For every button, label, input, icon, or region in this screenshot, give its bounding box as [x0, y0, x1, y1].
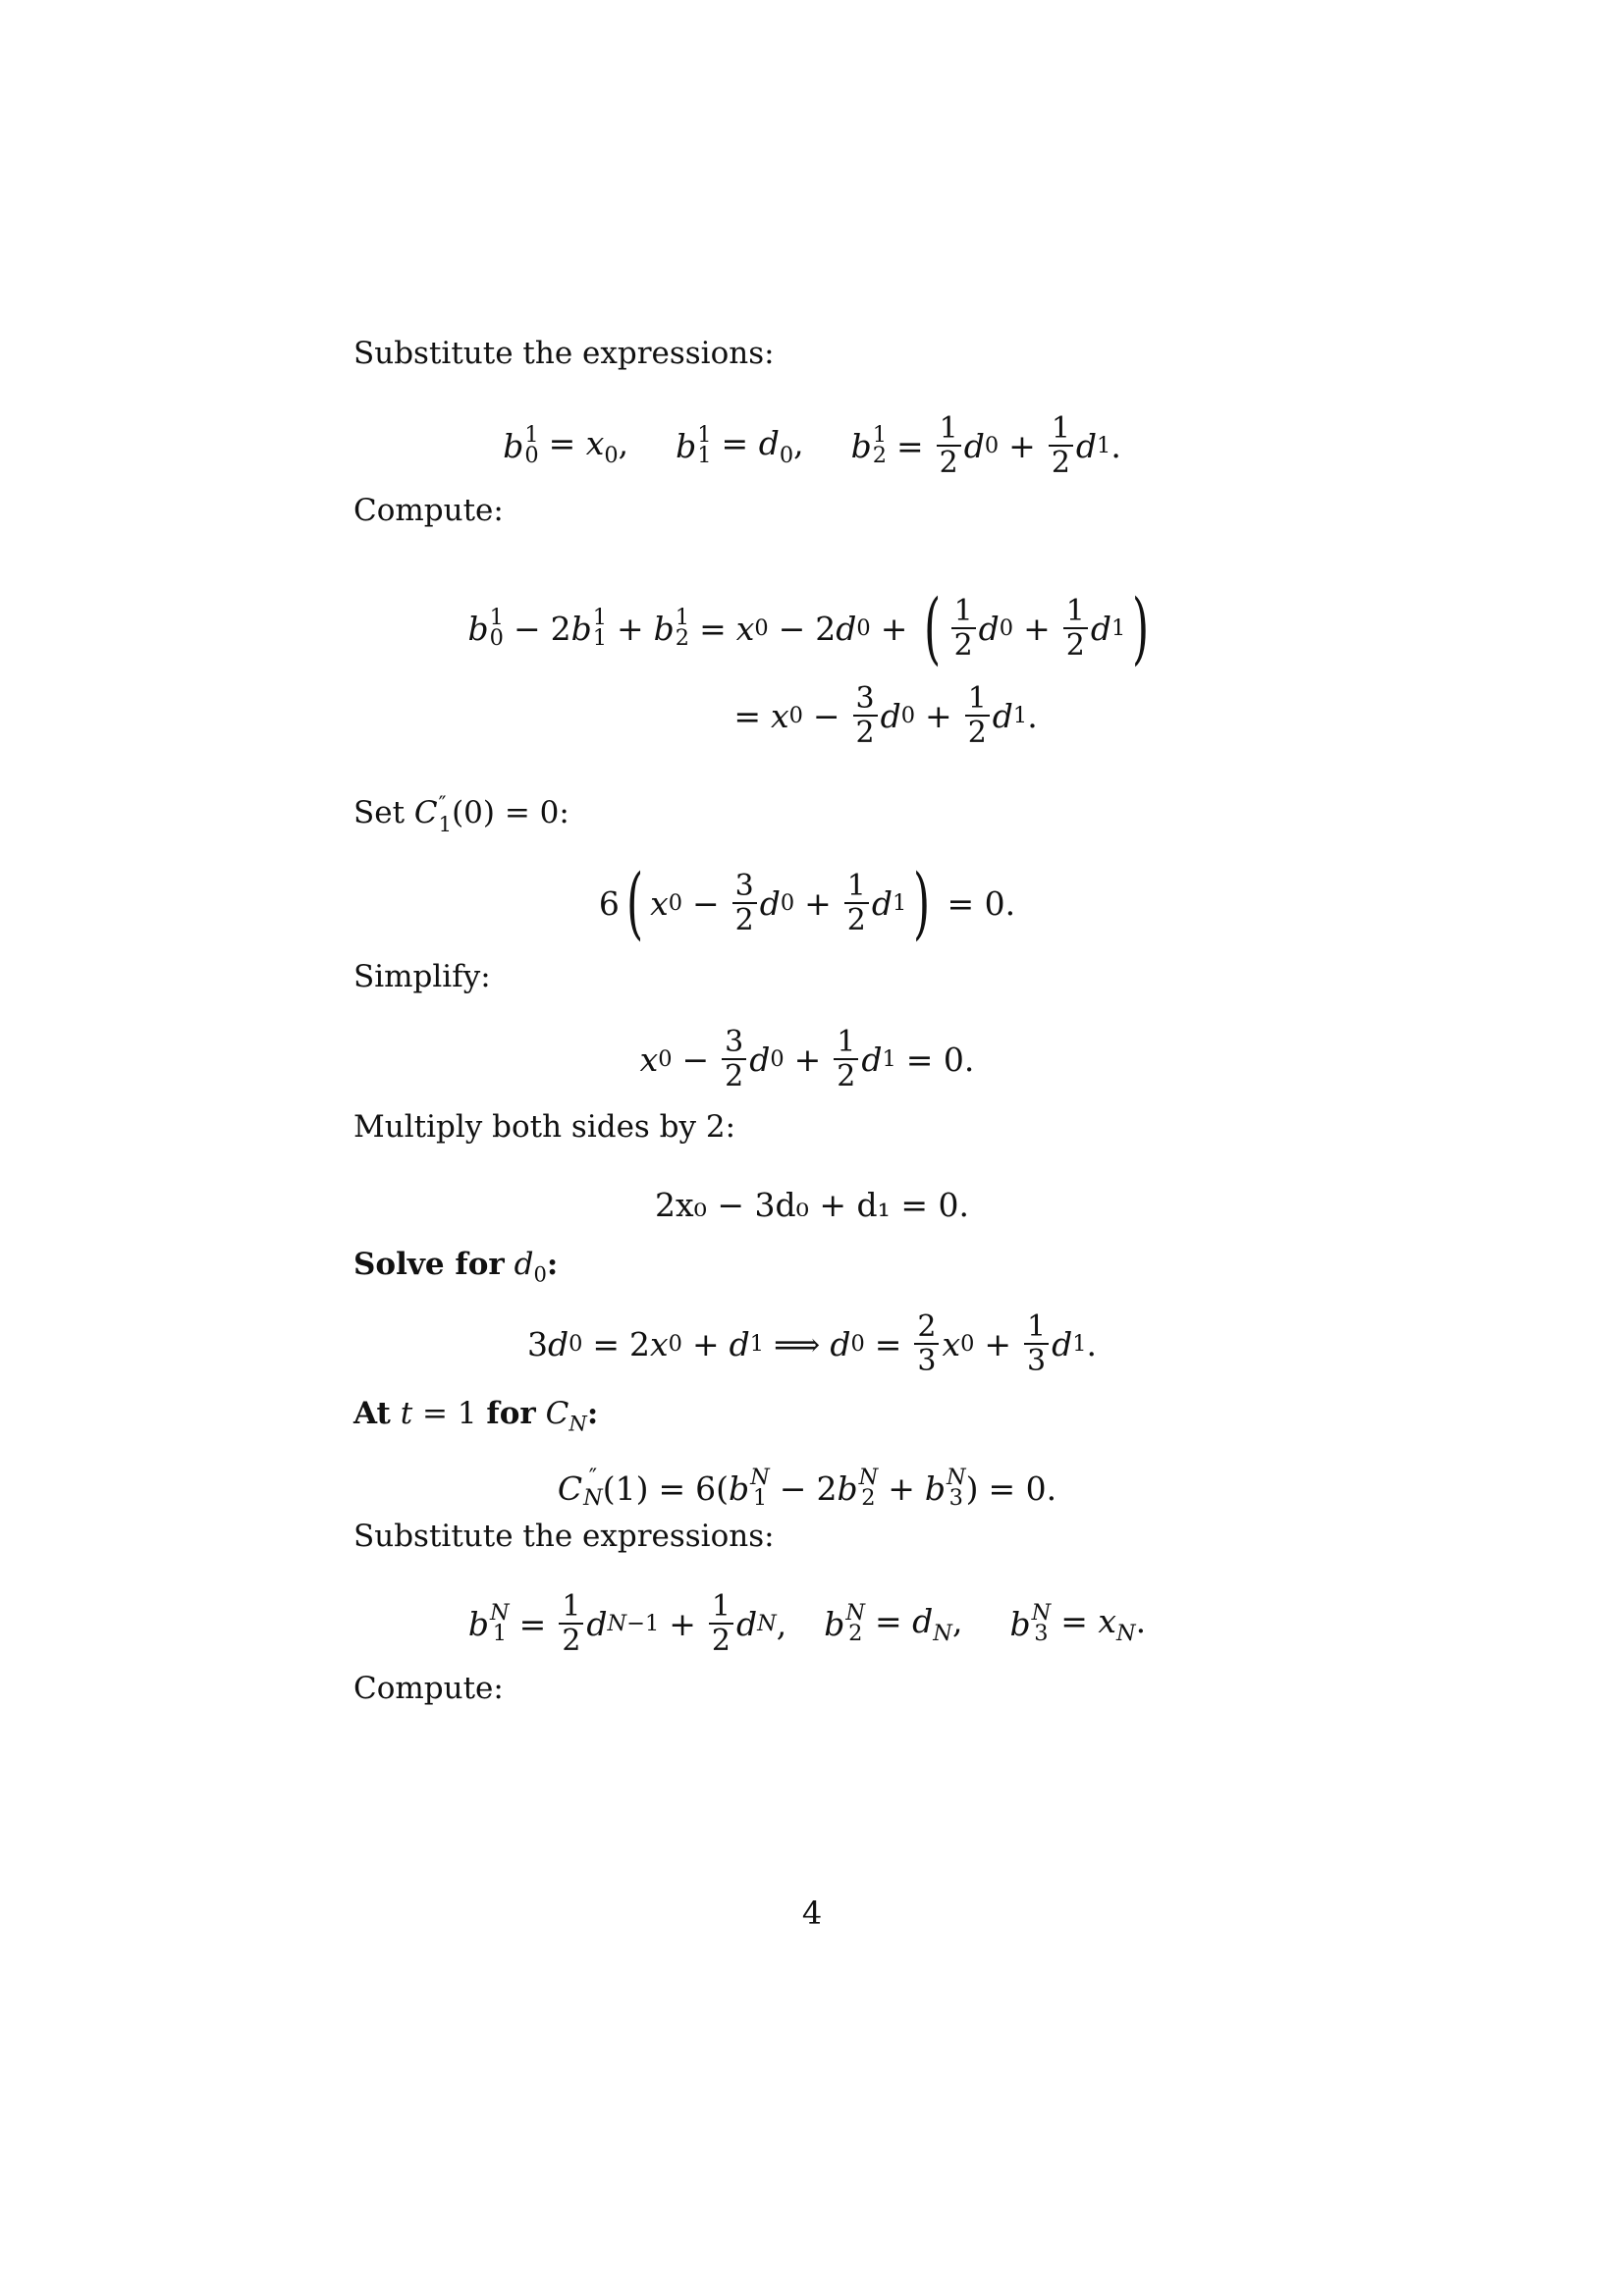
- text-solve-for: Solve for $d_0$:: [353, 1247, 559, 1287]
- equation-simplified: x 0 − $\frac{3}{2}$ d 0 + $\frac{1}{2}$ d 1 = 0.: [639, 1025, 975, 1094]
- text-at-end: At t = 1 for $C_N$:: [353, 1396, 599, 1436]
- equation-bezier-points-end: b N 1 = $\frac{1}{2}$ d N−1 + $\frac{1}{2}$ d N , b N 2 = $d_N$, b N 3 = $x_N$.: [467, 1589, 1147, 1658]
- page-number: 4: [801, 1895, 823, 1932]
- equation-second-difference-line1: b 1 0 − 2 b 1 1 + b 1 2 = x 0 − 2 d 0 + ( $\frac{1}{2}$ d 0 + $\frac{1}{2}$ d 1 ): [467, 582, 1150, 673]
- text-substitute-1: Substitute the expressions:: [353, 336, 775, 371]
- equation-multiplied: 2x₀ − 3d₀ + d₁ = 0.: [655, 1186, 969, 1224]
- text-simplify: Simplify:: [353, 959, 491, 994]
- text-compute-1: Compute:: [353, 493, 504, 528]
- equation-bezier-points-start: b 1 0 = $x_0$, b 1 1 = $d_0$, b 1 2 = $\frac{1}{2}$ d 0 + $\frac{1}{2}$ d 1 .: [503, 411, 1121, 480]
- equation-second-difference-line2: = x 0 − $\frac{3}{2}$ d 0 + $\frac{1}{2}$ d 1 .: [733, 681, 1038, 750]
- equation-solve-d0: 3 d 0 = 2 x 0 + d 1 ⟹ d 0 = $\frac{2}{3}$ x 0 + $\frac{1}{3}$ d 1 .: [526, 1309, 1098, 1378]
- text-compute-2: Compute:: [353, 1671, 504, 1706]
- equation-condition-start: 6 ( x 0 − $\frac{3}{2}$ d 0 + $\frac{1}{2}$ d 1 ) = 0.: [598, 857, 1016, 948]
- text-substitute-2: Substitute the expressions:: [353, 1519, 775, 1554]
- text-multiply: Multiply both sides by 2:: [353, 1109, 736, 1145]
- text-set-condition: Set C ″ 1 (0) = 0:: [353, 791, 569, 836]
- equation-condition-end: C ″ N (1) = 6( b N 1 − 2 b N 2 + b N 3 ) = 0.: [557, 1465, 1057, 1512]
